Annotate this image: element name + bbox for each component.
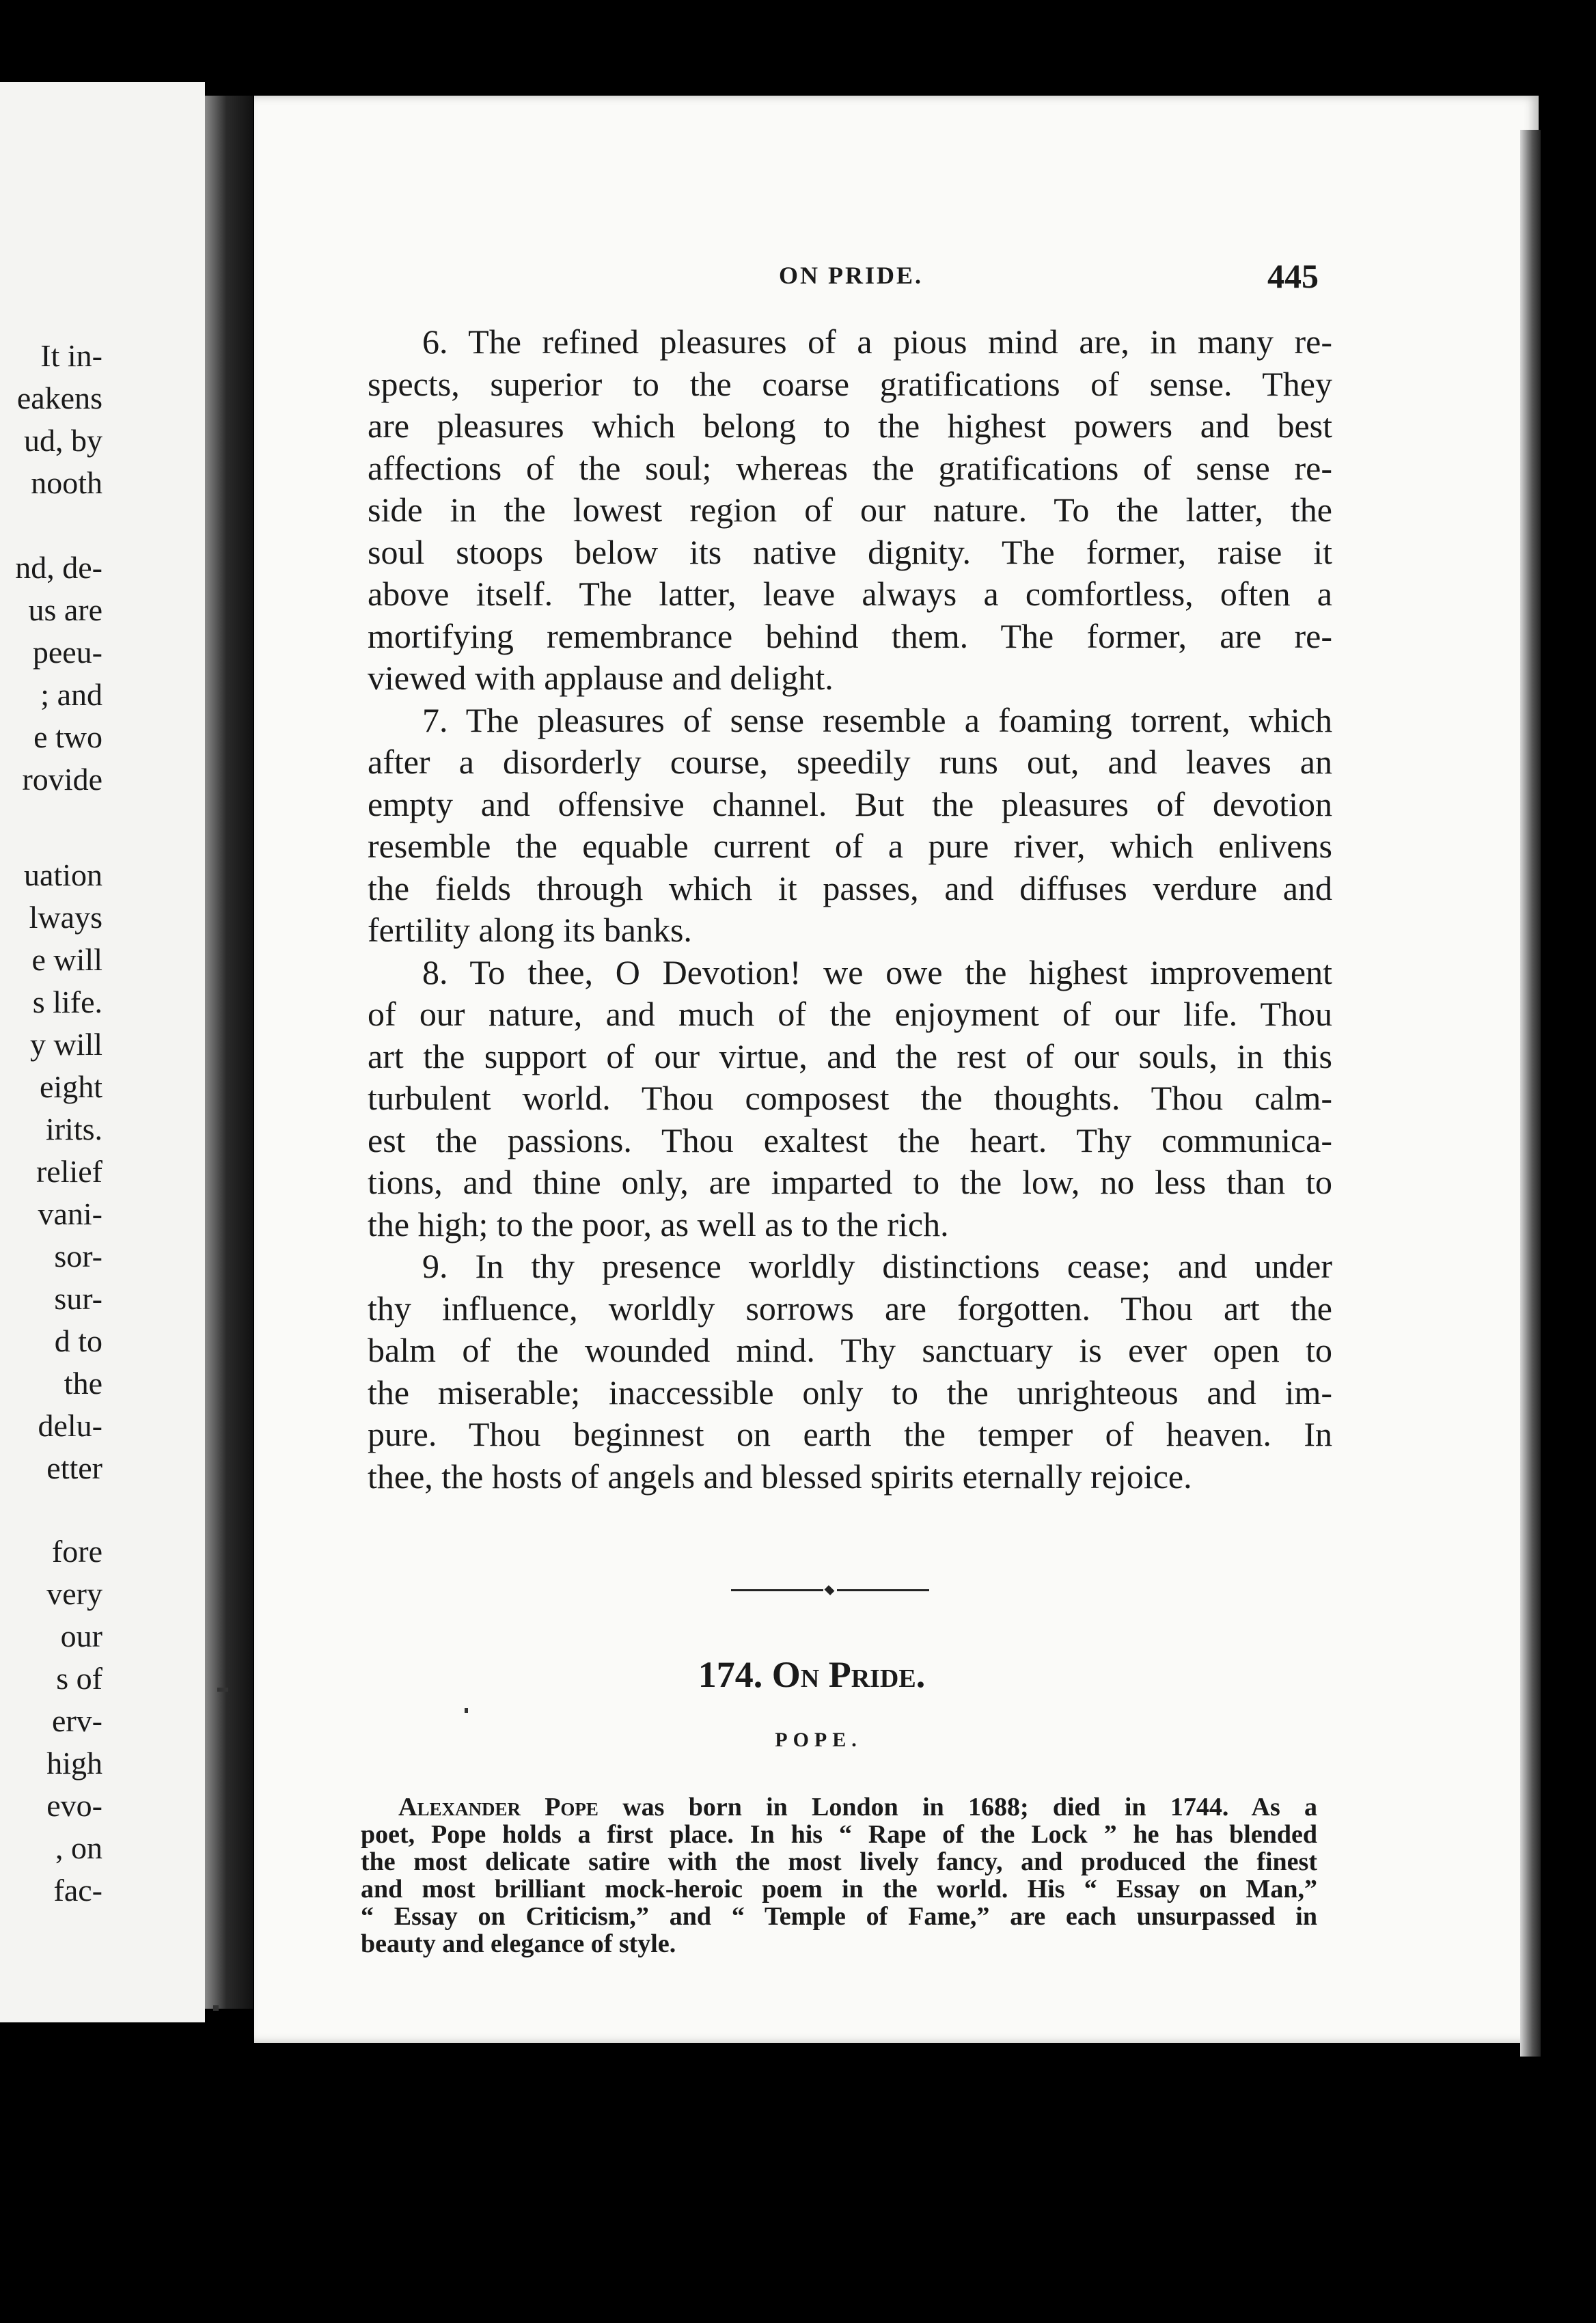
left-page-line: us are [28,592,102,627]
body-text-line: mortifying remembrance behind them. The former, are re- [368,616,1332,655]
left-page-line: vani- [38,1196,102,1231]
body-text-line: spects, superior to the coarse gratifications of sense. They [368,364,1332,403]
left-page-line: lways [29,900,102,935]
section-number: 174. [698,1654,763,1695]
scan-speck [465,1708,468,1713]
body-text-line: 7. The pleasures of sense resemble a foaming torrent, which [422,700,1332,739]
bio-line: the most delicate satire with the most lively fancy, and produced the finest [361,1847,1317,1876]
body-text-line: balm of the wounded mind. Thy sanctuary is ever open to [368,1331,1332,1369]
left-page-line: e will [31,942,102,977]
body-text-line: side in the lowest region of our nature. To the latter, the [368,491,1332,529]
bio-author-name: Alexander Pope [398,1793,598,1822]
left-page-line: high [46,1746,102,1781]
left-page-line: fore [51,1534,102,1569]
book-gutter [205,96,253,2009]
left-page-line: ; and [40,677,102,712]
left-page-line: fac- [53,1873,102,1908]
body-text-line: art the support of our virtue, and the rest of our souls, in this [368,1036,1332,1075]
body-text [368,321,1332,1498]
left-page-line: the [64,1366,102,1401]
left-page-line: evo- [46,1788,102,1823]
body-text-line: affections of the soul; whereas the gratifications of sense re- [368,448,1332,487]
left-page-line: delu- [38,1408,102,1443]
author-biography [361,1793,1317,1957]
left-page-line: uation [24,857,102,892]
body-text-line: 8. To thee, O Devotion! we owe the highest improvement [422,952,1332,991]
body-text-line: above itself. The latter, leave always a comfortless, often a [368,575,1332,613]
body-text-line: 6. The refined pleasures of a pious mind are, in many re- [422,322,1332,361]
bio-line-text: was born in London in 1688; died in 1744. As a [598,1793,1317,1822]
left-page-line: sur- [54,1281,102,1316]
left-page-line: nd, de- [15,550,102,585]
left-page-line: nooth [31,465,102,500]
left-page-line: s of [56,1661,102,1696]
body-text-line: 9. In thy presence worldly distinctions cease; and under [422,1247,1332,1285]
left-page-line: y will [29,1027,102,1062]
left-page-line: It in- [40,338,102,373]
body-text-line: are pleasures which belong to the highest powers and best [368,407,1332,445]
body-text-line: tions, and thine only, are imparted to the low, no less than to [368,1163,1332,1201]
section-title [0,1653,1596,1696]
body-text-line: the miserable; inaccessible only to the unrighteous and im- [368,1373,1332,1412]
bio-line [361,1793,1317,1821]
left-page-line: peeu- [32,635,102,670]
body-text-line: thy influence, worldly sorrows are forgotten. Thou art the [368,1289,1332,1328]
body-text-line: soul stoops below its native dignity. The former, raise it [368,532,1332,571]
bio-line: and most brilliant mock-heroic poem in the world. His “ Essay on Man,” [361,1875,1317,1903]
left-page-line: very [46,1576,102,1611]
body-text-line: pure. Thou beginnest on earth the temper of heaven. In [368,1415,1332,1453]
left-page-line: erv- [51,1703,102,1738]
scan-speck [217,1688,228,1692]
body-text-line: after a disorderly course, speedily runs out, and leaves an [368,743,1332,781]
left-page-line: sor- [54,1239,102,1274]
body-text-line: of our nature, and much of the enjoyment of our life. Thou [368,995,1332,1033]
left-page-line: ud, by [24,423,102,458]
author-name: POPE. [775,1729,862,1751]
left-page-line: irits. [45,1112,102,1146]
page-edge [1520,130,1541,2057]
body-text-line: the fields through which it passes, and diffuses verdure and [368,868,1332,907]
page-number: 445 [1267,257,1319,295]
left-page-line: relief [36,1154,102,1189]
body-text-line: the high; to the poor, as well as to the rich. [368,1205,949,1243]
body-text-line: empty and offensive channel. But the pleasures of devotion [368,784,1332,823]
left-page-line: eakens [16,381,102,415]
section-heading: On Pride. [771,1654,926,1695]
left-page-line: eight [40,1069,102,1104]
body-text-line: fertility along its banks. [368,911,692,949]
body-text-line: viewed with applause and delight. [368,659,834,697]
left-page-line: etter [46,1451,102,1485]
left-page-line: , on [55,1830,102,1865]
left-page-line: our [60,1619,102,1653]
left-page-line: rovide [22,762,102,797]
body-text-line: turbulent world. Thou composest the thoughts. Thou calm- [368,1079,1332,1117]
section-divider-ornament [731,1588,929,1592]
body-text-line: resemble the equable current of a pure river, which enlivens [368,827,1332,865]
scan-speck [213,2005,219,2011]
body-text-line: est the passions. Thou exaltest the heart. Thy communica- [368,1121,1332,1159]
bio-line: beauty and elegance of style. [361,1929,676,1958]
body-text-line: thee, the hosts of angels and blessed spirits eternally rejoice. [368,1457,1192,1496]
left-page-line: e two [33,719,102,754]
left-page-line: s life. [32,985,102,1019]
running-head: ON PRIDE. [779,262,924,289]
bio-line: poet, Pope holds a first place. In his “ Rape of the Lock ” he has blended [361,1820,1317,1849]
left-page-line: d to [54,1323,102,1358]
bio-line: “ Essay on Criticism,” and “ Temple of Fame,” are each unsurpassed in [361,1902,1317,1931]
